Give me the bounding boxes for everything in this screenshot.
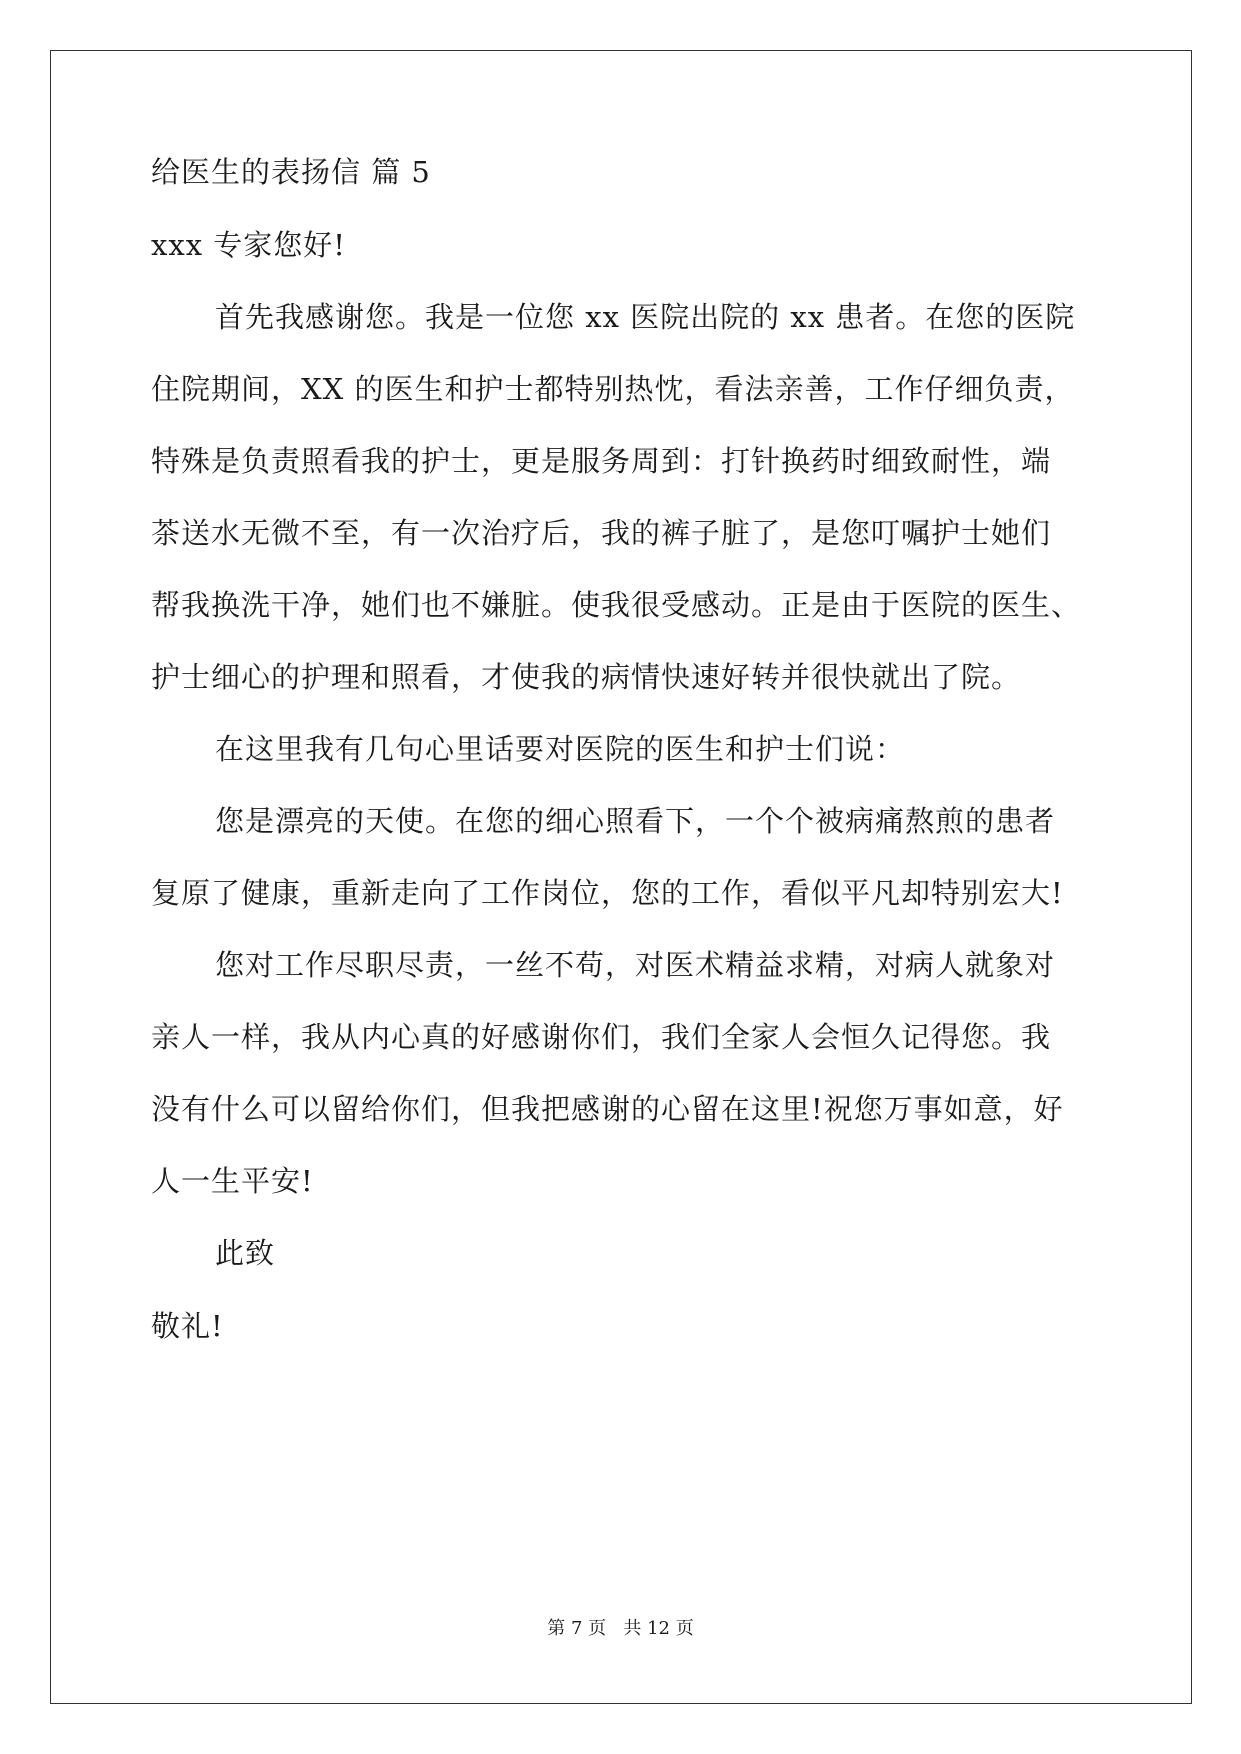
paragraph-line: 护士细心的护理和照看，才使我的病情快速好转并很快就出了院。 bbox=[151, 660, 1022, 694]
regards: 敬礼! bbox=[151, 1309, 224, 1343]
document-title: 给医生的表扬信 篇 5 bbox=[151, 155, 431, 189]
paragraph-line: 亲人一样，我从内心真的好感谢你们，我们全家人会恒久记得您。我 bbox=[151, 1020, 1052, 1054]
paragraph-line: 首先我感谢您。我是一位您 xx 医院出院的 xx 患者。在您的医院 bbox=[215, 300, 1076, 334]
paragraph-line: 特殊是负责照看我的护士，更是服务周到：打针换药时细致耐性，端 bbox=[151, 444, 1052, 478]
page-footer: 第 7 页 共 12 页 bbox=[547, 1618, 694, 1639]
paragraph-line: 人一生平安! bbox=[151, 1164, 314, 1198]
closing: 此致 bbox=[215, 1236, 276, 1270]
paragraph-line: 住院期间，XX 的医生和护士都特别热忱，看法亲善，工作仔细负责， bbox=[151, 372, 1075, 406]
paragraph-line: 您是漂亮的天使。在您的细心照看下，一个个被病痛熬煎的患者 bbox=[215, 804, 1056, 838]
paragraph-line: 复原了健康，重新走向了工作岗位，您的工作，看似平凡却特别宏大! bbox=[151, 876, 1064, 910]
paragraph-line: 没有什么可以留给你们，但我把感谢的心留在这里!祝您万事如意，好 bbox=[151, 1092, 1064, 1126]
paragraph-line: 在这里我有几句心里话要对医院的医生和护士们说： bbox=[215, 732, 906, 766]
paragraph-line: 茶送水无微不至，有一次治疗后，我的裤子脏了，是您叮嘱护士她们 bbox=[151, 516, 1052, 550]
paragraph-line: 帮我换洗干净，她们也不嫌脏。使我很受感动。正是由于医院的医生、 bbox=[151, 588, 1082, 622]
paragraph-line: 您对工作尽职尽责，一丝不苟，对医术精益求精，对病人就象对 bbox=[215, 948, 1056, 982]
salutation: xxx 专家您好! bbox=[151, 228, 346, 262]
